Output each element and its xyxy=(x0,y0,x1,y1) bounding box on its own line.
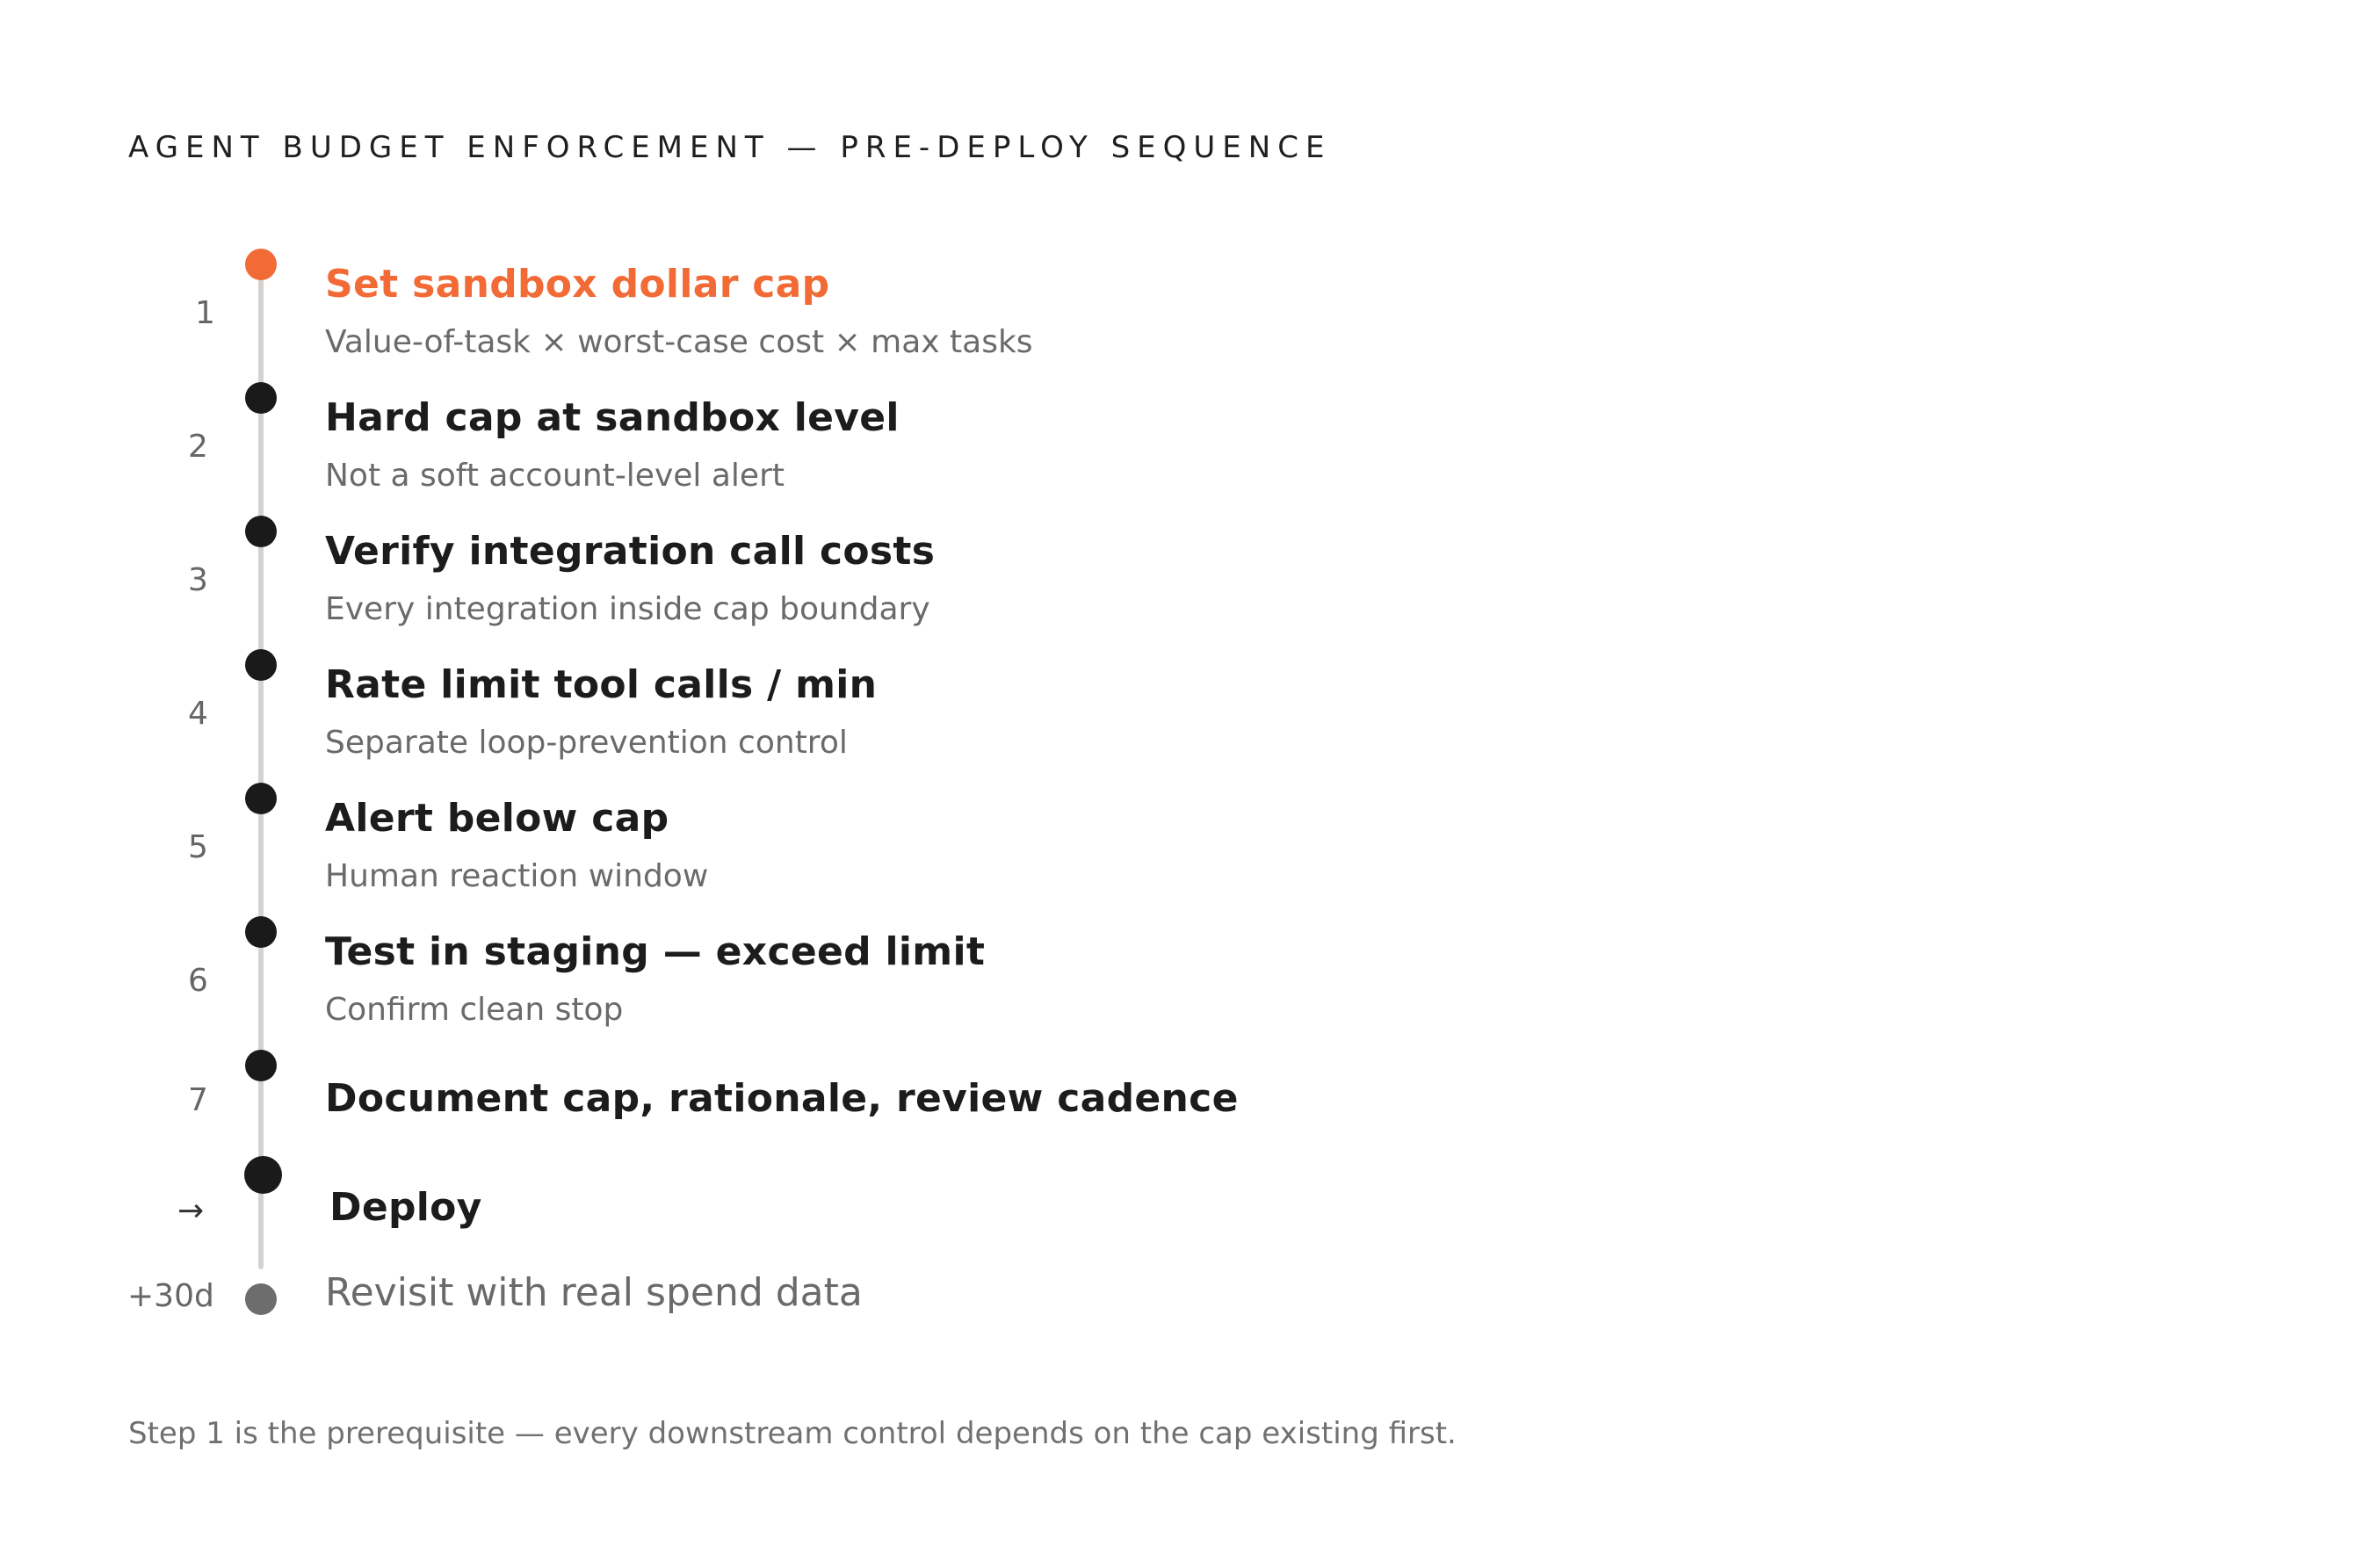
deploy-arrow-icon: → xyxy=(177,1193,205,1229)
step-3-detail: Every integration inside cap boundary xyxy=(325,591,930,627)
step-6-node xyxy=(245,916,277,948)
revisit-node xyxy=(245,1283,277,1315)
step-4-number: 4 xyxy=(188,696,208,732)
step-4-title: Rate limit tool calls / min xyxy=(325,662,878,707)
step-1-number: 1 xyxy=(195,295,215,331)
diagram-title: AGENT BUDGET ENFORCEMENT — PRE-DEPLOY SEQUENCE xyxy=(128,130,1332,165)
revisit-title: Revisit with real spend data xyxy=(325,1270,863,1315)
footnote: Step 1 is the prerequisite — every downstream control depends on the cap existing first. xyxy=(128,1416,1457,1451)
step-2-title: Hard cap at sandbox level xyxy=(325,395,900,440)
revisit-marker: +30d xyxy=(127,1278,214,1314)
deploy-title: Deploy xyxy=(329,1185,482,1230)
timeline-rail xyxy=(258,264,264,1269)
step-4-node xyxy=(245,649,277,681)
step-1-title: Set sandbox dollar cap xyxy=(325,262,830,307)
step-6-title: Test in staging — exceed limit xyxy=(325,929,986,974)
step-2-node xyxy=(245,382,277,414)
step-7-number: 7 xyxy=(188,1082,208,1118)
step-6-detail: Confirm clean stop xyxy=(325,992,624,1028)
step-3-node xyxy=(245,516,277,547)
deploy-node xyxy=(244,1156,282,1194)
step-2-number: 2 xyxy=(188,429,208,465)
step-7-title: Document cap, rationale, review cadence xyxy=(325,1076,1239,1121)
step-5-node xyxy=(245,783,277,814)
step-1-detail: Value-of-task × worst-case cost × max tasks xyxy=(325,324,1033,360)
step-2-detail: Not a soft account-level alert xyxy=(325,458,785,494)
step-4-detail: Separate loop-prevention control xyxy=(325,725,848,761)
step-3-title: Verify integration call costs xyxy=(325,529,936,574)
step-5-title: Alert below cap xyxy=(325,796,669,841)
step-3-number: 3 xyxy=(188,562,208,598)
step-5-detail: Human reaction window xyxy=(325,858,709,894)
step-7-node xyxy=(245,1050,277,1081)
step-1-node xyxy=(245,249,277,280)
step-5-number: 5 xyxy=(188,829,208,865)
step-6-number: 6 xyxy=(188,963,208,999)
